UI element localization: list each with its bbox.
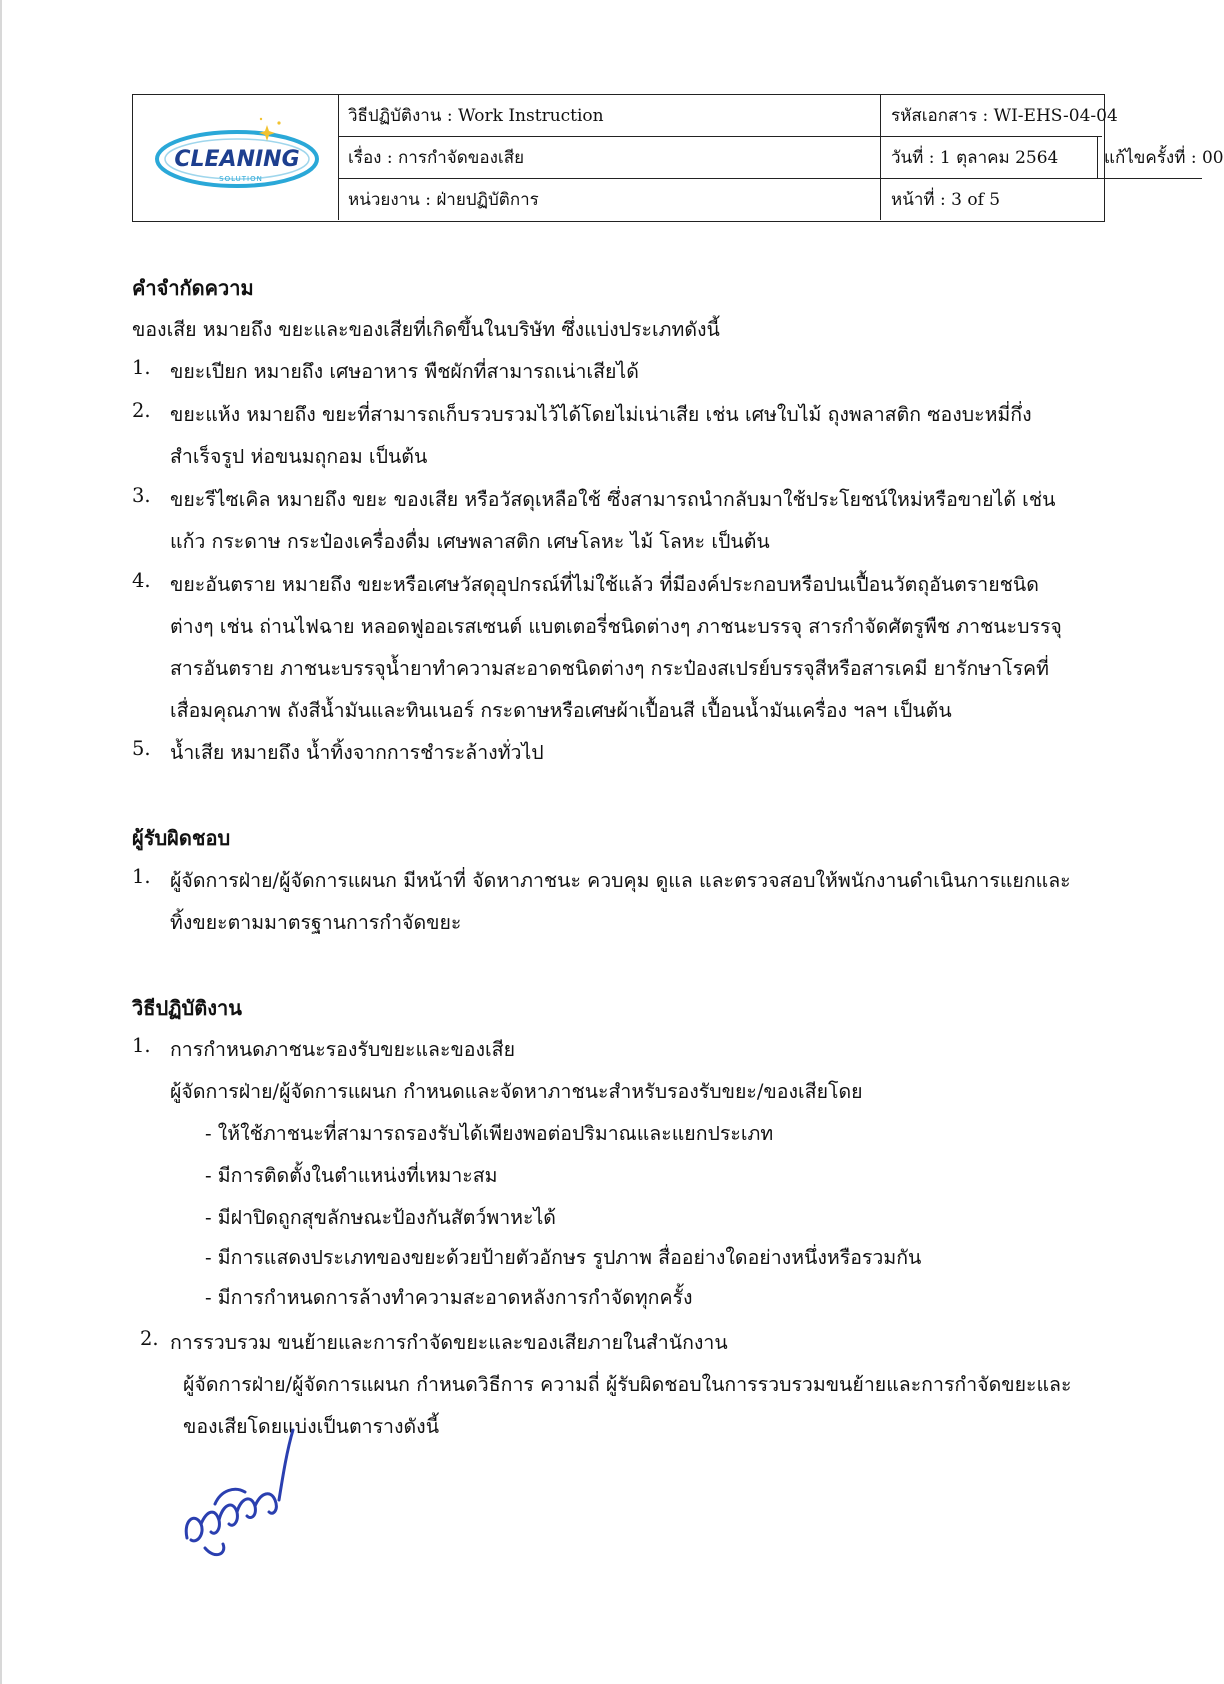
responsibility-item: ผู้จัดการฝ่าย/ผู้จัดการแผนก มีหน้าที่ จัดหาภาชนะ ควบคุม ดูแล และตรวจสอบให้พนักงานดำเนินการแยกและ <box>170 869 1071 892</box>
definition-hazardous-waste-cont: สารอันตราย ภาชนะบรรจุน้ำยาทำความสะอาดชนิดต่างๆ กระป๋องสเปรย์บรรจุสีหรือสารเคมี ยารักษาโรคที่ <box>170 657 1049 680</box>
definition-hazardous-waste-cont: ต่างๆ เช่น ถ่านไฟฉาย หลอดฟูออเรสเซนต์ แบตเตอรี่ชนิดต่างๆ ภาชนะบรรจุ สารกำจัดศัตรูพืช ภาชนะบรรจุ <box>170 615 1062 638</box>
header-title: วิธีปฏิบัติงาน : Work Instruction <box>338 95 881 137</box>
procedure-step2-heading: การรวบรวม ขนย้ายและการกำจัดขยะและของเสียภายในสำนักงาน <box>170 1331 728 1354</box>
responsibility-title: ผู้รับผิดชอบ <box>132 826 231 850</box>
procedure-bullet: - มีการติดตั้งในตำแหน่งที่เหมาะสม <box>205 1164 498 1187</box>
definition-recycle-waste: ขยะรีไซเคิล หมายถึง ขยะ ของเสีย หรือวัสดุเหลือใช้ ซึ่งสามารถนำกลับมาใช้ประโยชน์ใหม่หรือขายได้ เช่น <box>170 488 1056 511</box>
procedure-bullet: - ให้ใช้ภาชนะที่สามารถรองรับได้เพียงพอต่อปริมาณและแยกประเภท <box>205 1122 774 1145</box>
cleaning-solution-logo <box>133 95 338 220</box>
definition-wet-waste: ขยะเปียก หมายถึง เศษอาหาร พืชผักที่สามารถเน่าเสียได้ <box>170 360 639 383</box>
definition-dry-waste-cont: สำเร็จรูป ห่อขนมถุกอม เป็นต้น <box>170 445 428 468</box>
list-item-number: 3. <box>132 484 151 507</box>
list-item-number: 1. <box>132 356 151 379</box>
procedure-step1-heading: การกำหนดภาชนะรองรับขยะและของเสีย <box>170 1038 516 1061</box>
company-logo-cell <box>133 95 339 220</box>
definition-hazardous-waste: ขยะอันตราย หมายถึง ขยะหรือเศษวัสดุอุปกรณ์ที่ไม่ใช้แล้ว ที่มีองค์ประกอบหรือปนเปื้อนวัตถุอันตรายชนิด <box>170 573 1039 596</box>
responsibility-item-cont: ทิ้งขยะตามมาตรฐานการกำจัดขยะ <box>170 911 462 934</box>
procedure-bullet: - มีการแสดงประเภทของขยะด้วยป้ายตัวอักษร รูปภาพ สื่ออย่างใดอย่างหนึ่งหรือรวมกัน <box>205 1246 922 1269</box>
handwritten-signature <box>175 1420 310 1570</box>
definition-hazardous-waste-cont: เสื่อมคุณภาพ ถังสีน้ำมันและทินเนอร์ กระดาษหรือเศษผ้าเปื้อนสี เปื้อนน้ำมันเครื่อง ฯลฯ เป็นต้น <box>170 699 952 722</box>
procedure-step2-desc: ผู้จัดการฝ่าย/ผู้จัดการแผนก กำหนดวิธีการ ความถี่ ผู้รับผิดชอบในการรวบรวมขนย้ายและการกำจัดขยะและ <box>183 1373 1072 1396</box>
definitions-title: คำจำกัดความ <box>132 276 254 300</box>
definition-wastewater: น้ำเสีย หมายถึง น้ำทิ้งจากการชำระล้างทั่วไป <box>170 741 544 764</box>
definitions-intro: ของเสีย หมายถึง ขยะและของเสียที่เกิดขึ้นในบริษัท ซึ่งแบ่งประเภทดังนี้ <box>132 318 720 341</box>
procedure-bullet: - มีการกำหนดการล้างทำความสะอาดหลังการกำจัดทุกครั้ง <box>205 1286 693 1309</box>
logo-subtext: SOLUTION <box>219 175 263 183</box>
definition-dry-waste: ขยะแห้ง หมายถึง ขยะที่สามารถเก็บรวบรวมไว้ได้โดยไม่เน่าเสีย เช่น เศษใบไม้ ถุงพลาสติก ซองบะหมี่กึ่ง <box>170 403 1032 426</box>
header-date: วันที่ : 1 ตุลาคม 2564 <box>881 137 1098 179</box>
list-item-number: 1. <box>132 1034 151 1057</box>
logo-wordmark: CLEANING <box>174 147 300 172</box>
header-doc-code: รหัสเอกสาร : WI-EHS-04-04 <box>881 95 1102 137</box>
header-page-number: หน้าที่ : 3 of 5 <box>891 190 1001 210</box>
header-revision: แก้ไขครั้งที่ : 00 <box>1098 137 1202 179</box>
procedure-step2-desc-cont: ของเสียโดยแบ่งเป็นตารางดังนี้ <box>183 1415 440 1438</box>
procedure-step1-desc: ผู้จัดการฝ่าย/ผู้จัดการแผนก กำหนดและจัดหาภาชนะสำหรับรองรับขยะ/ของเสียโดย <box>170 1080 863 1103</box>
procedure-bullet: - มีฝาปิดถูกสุขลักษณะป้องกันสัตว์พาหะได้ <box>205 1206 556 1229</box>
procedure-title: วิธีปฏิบัติงาน <box>132 996 242 1020</box>
list-item-number: 2. <box>132 399 151 422</box>
definition-recycle-waste-cont: แก้ว กระดาษ กระป๋องเครื่องดื่ม เศษพลาสติก เศษโลหะ ไม้ โลหะ เป็นต้น <box>170 530 770 553</box>
header-unit: หน่วยงาน : ฝ่ายปฏิบัติการ <box>338 179 881 220</box>
list-item-number: 1. <box>132 865 151 888</box>
page-edge <box>0 0 2 1684</box>
document-header-table <box>132 94 1224 222</box>
list-item-number: 2. <box>140 1327 159 1350</box>
list-item-number: 4. <box>132 569 151 592</box>
list-item-number: 5. <box>132 737 151 760</box>
header-subject: เรื่อง : การกำจัดของเสีย <box>338 137 881 179</box>
